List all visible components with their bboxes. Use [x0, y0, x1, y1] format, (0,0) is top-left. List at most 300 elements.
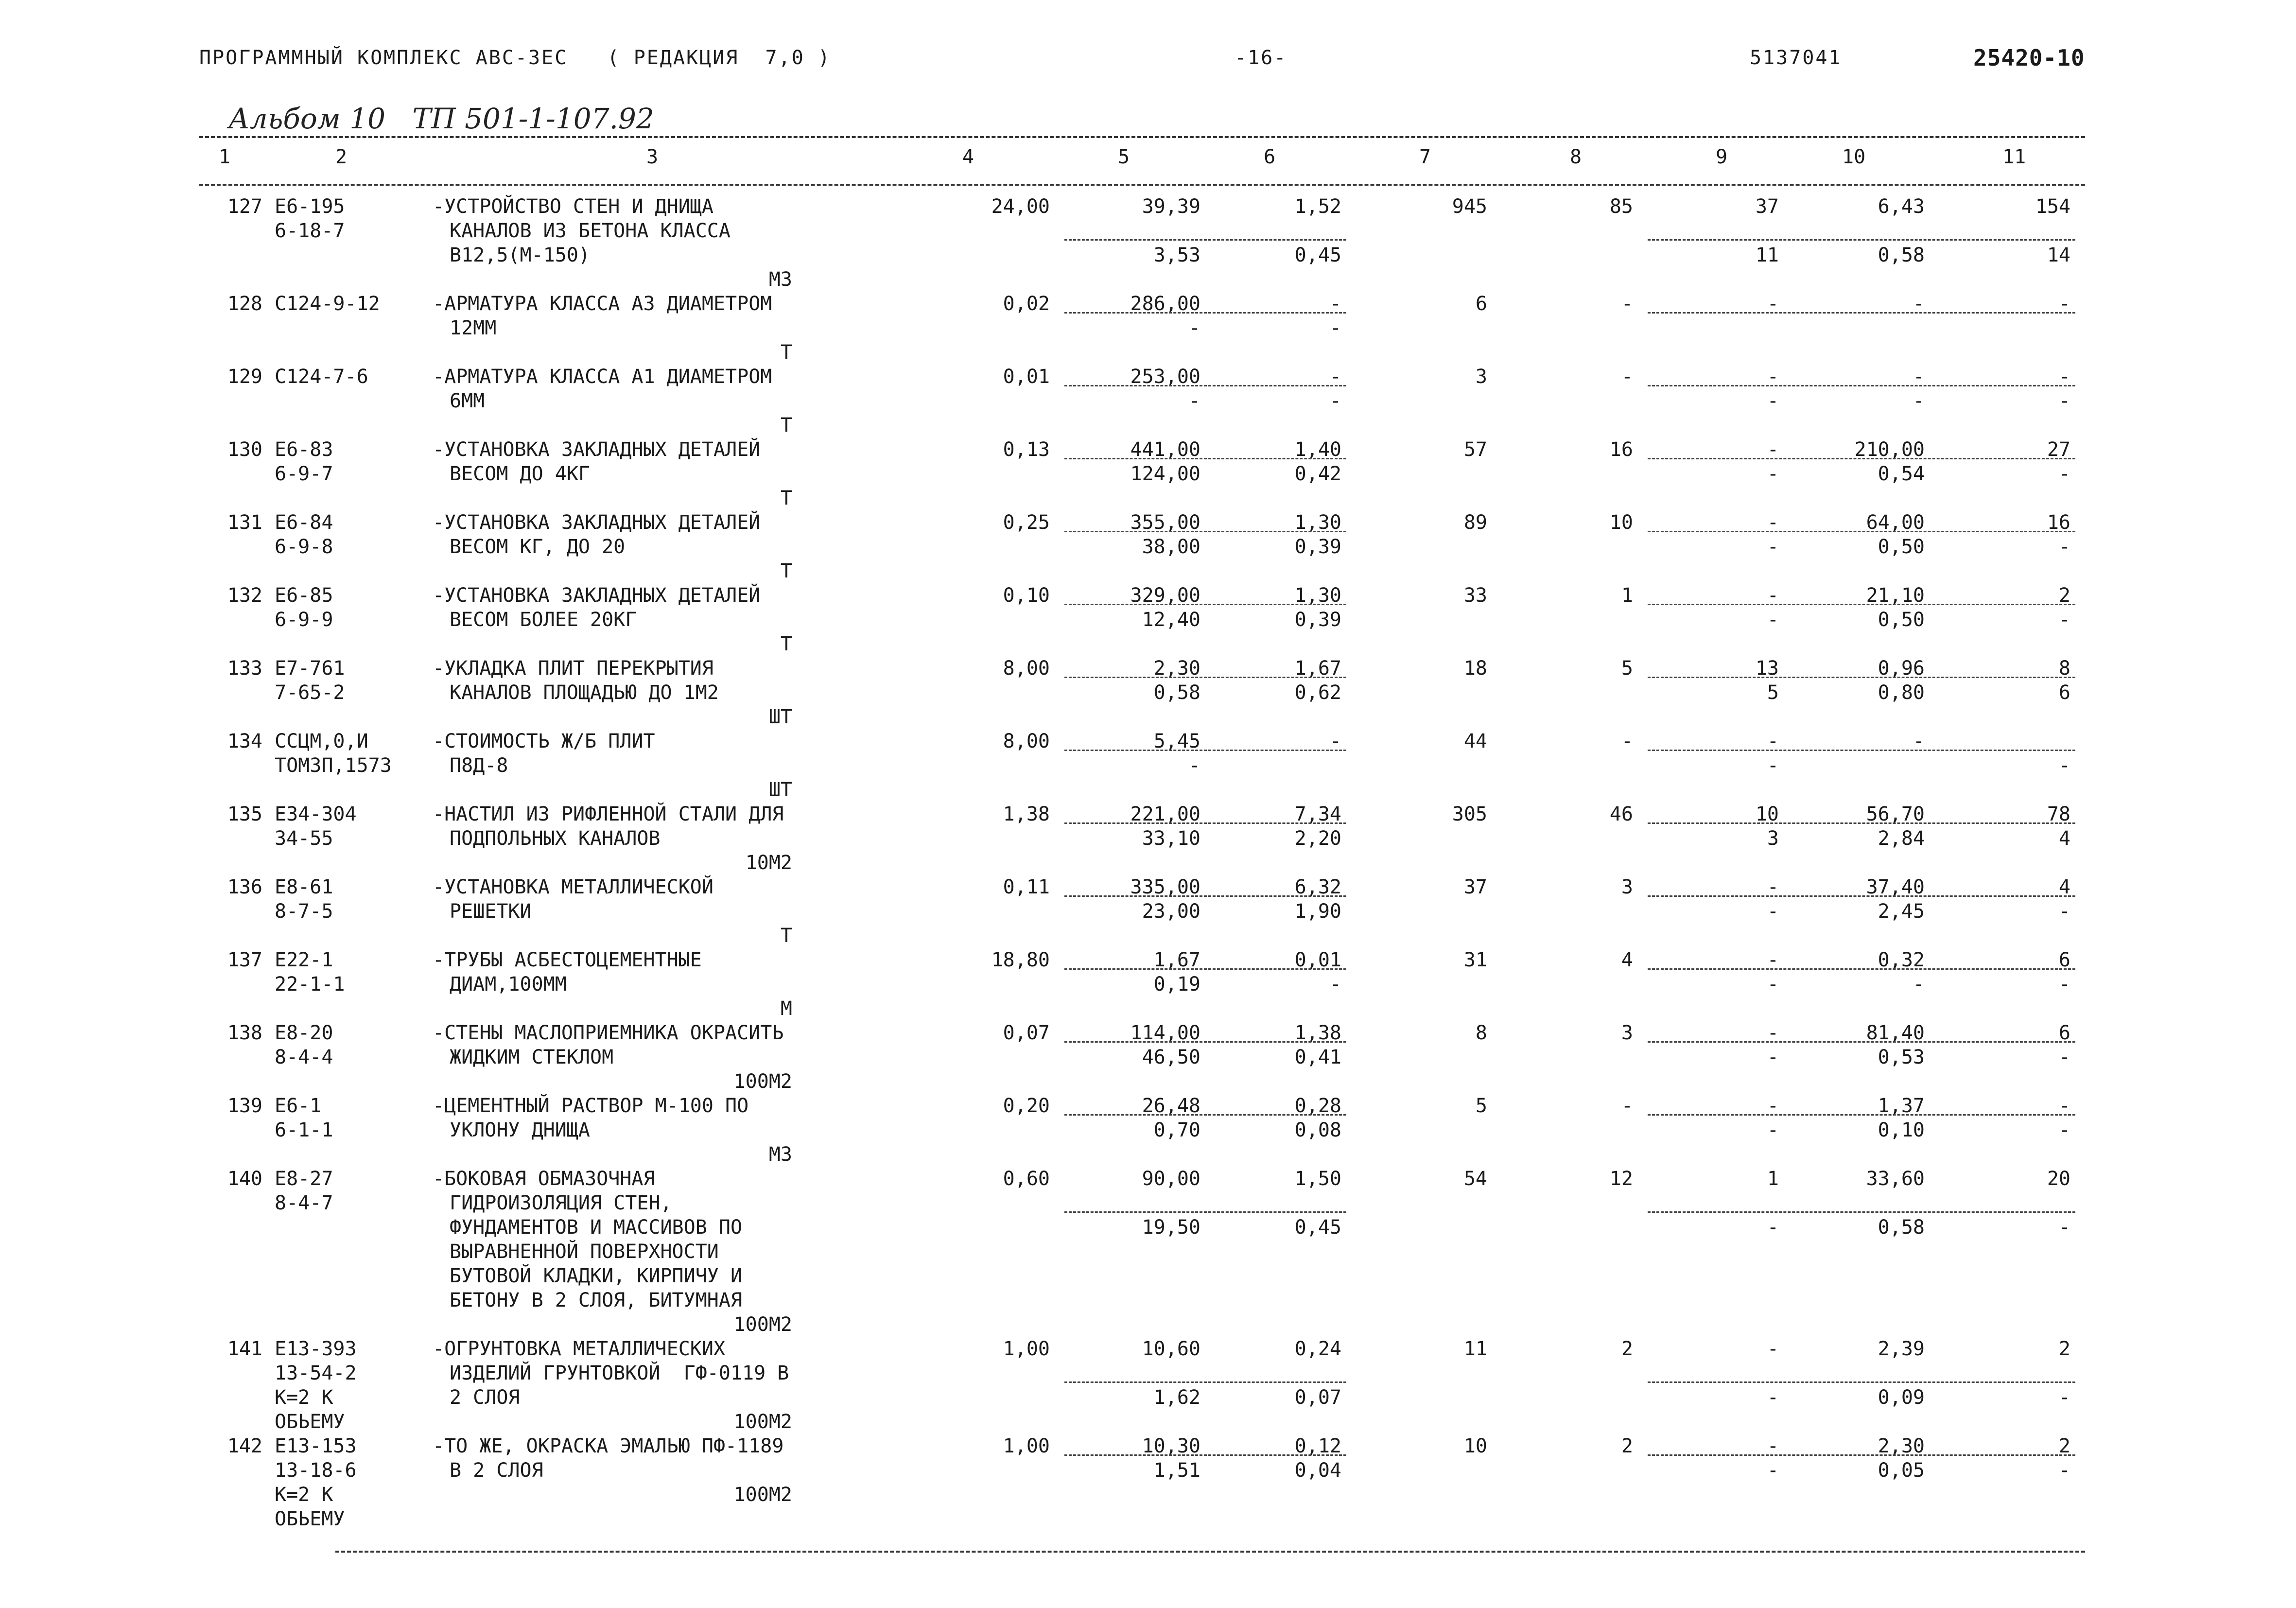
cell-col-c6a: 1,40	[1294, 438, 1341, 461]
value-separator	[1064, 750, 1346, 751]
cell-col-c7: 33	[1463, 584, 1487, 607]
cell-col-c11b: -	[2058, 390, 2070, 412]
cell-col-c10b: 2,45	[1878, 900, 1925, 923]
cell-col-c5a: 253,00	[1130, 366, 1200, 388]
cell-col-c7: 3	[1475, 366, 1487, 388]
column-number-4: 4	[962, 146, 974, 168]
cell-col-c9a: -	[1767, 1338, 1779, 1360]
cell-col-c4: 1,00	[1003, 1435, 1050, 1457]
unit-of-measure: 100М2	[733, 1313, 792, 1336]
norm-code: 6-18-7	[275, 220, 345, 242]
row-number: 127	[227, 195, 262, 218]
document-code: 5137041	[1750, 47, 1842, 69]
cell-col-c5a: 441,00	[1130, 438, 1200, 461]
cell-col-c6b: 1,90	[1294, 900, 1341, 923]
header-rule-bottom	[199, 184, 2085, 186]
cell-col-c8: -	[1621, 366, 1633, 388]
norm-code: 22-1-1	[275, 973, 345, 996]
work-description: КАНАЛОВ ИЗ БЕТОНА КЛАССА	[450, 220, 731, 242]
norm-code: 8-7-5	[275, 900, 333, 923]
norm-code: ССЦМ,0,И	[275, 730, 368, 752]
value-separator	[1648, 239, 2075, 241]
cell-col-c5b: 3,53	[1153, 244, 1200, 266]
norm-code: С124-7-6	[275, 366, 368, 388]
cell-col-c9a: -	[1767, 293, 1779, 315]
cell-col-c10b: -	[1913, 390, 1925, 412]
work-description: П8Д-8	[450, 754, 508, 777]
cell-col-c4: 0,01	[1003, 366, 1050, 388]
cell-col-c6b: 0,04	[1294, 1459, 1341, 1482]
norm-code: Е6-85	[275, 584, 333, 607]
cell-col-c11b: -	[2058, 754, 2070, 777]
row-number: 140	[227, 1168, 262, 1190]
value-separator	[1648, 677, 2075, 678]
value-separator	[1064, 677, 1346, 678]
cell-col-c9a: 10	[1755, 803, 1779, 825]
work-description: В12,5(М-150)	[450, 244, 590, 266]
value-separator	[1064, 1114, 1346, 1116]
unit-of-measure: Т	[780, 414, 792, 437]
value-separator	[1064, 1211, 1346, 1213]
column-number-6: 6	[1264, 146, 1276, 168]
cell-col-c9b: 3	[1767, 827, 1779, 850]
unit-of-measure: М3	[768, 268, 792, 291]
cell-col-c11b: -	[2058, 900, 2070, 923]
work-description: -БОКОВАЯ ОБМАЗОЧНАЯ	[433, 1168, 655, 1190]
value-separator	[1064, 895, 1346, 897]
program-header: ПРОГРАММНЫЙ КОМПЛЕКС АВС-3ЕС ( РЕДАКЦИЯ 7,0 )	[199, 47, 831, 69]
cell-col-c6b: 2,20	[1294, 827, 1341, 850]
cell-col-c6a: 0,24	[1294, 1338, 1341, 1360]
work-description: -СТОИМОСТЬ Ж/Б ПЛИТ	[433, 730, 655, 752]
cell-col-c4: 0,07	[1003, 1022, 1050, 1044]
cell-col-c9b: -	[1767, 390, 1779, 412]
work-description: ВЕСОМ БОЛЕЕ 20КГ	[450, 609, 637, 631]
cell-col-c9b: -	[1767, 973, 1779, 996]
cell-col-c8: 16	[1609, 438, 1633, 461]
work-description: УКЛОНУ ДНИЩА	[450, 1119, 590, 1141]
cell-col-c4: 0,02	[1003, 293, 1050, 315]
cell-col-c8: 4	[1621, 949, 1633, 971]
cell-col-c10b: -	[1913, 973, 1925, 996]
cell-col-c11b: 4	[2058, 827, 2070, 850]
value-separator	[1064, 458, 1346, 459]
cell-col-c5a: 39,39	[1142, 195, 1200, 218]
norm-code: Е13-153	[275, 1435, 357, 1457]
cell-col-c11a: 78	[2047, 803, 2070, 825]
value-separator	[1064, 1041, 1346, 1043]
norm-code: 6-9-8	[275, 536, 333, 558]
row-number: 137	[227, 949, 262, 971]
work-description: -УСТАНОВКА ЗАКЛАДНЫХ ДЕТАЛЕЙ	[433, 438, 761, 461]
cell-col-c10b: 0,10	[1878, 1119, 1925, 1141]
cell-col-c9b: 5	[1767, 682, 1779, 704]
value-separator	[1648, 822, 2075, 824]
cell-col-c11b: -	[2058, 1386, 2070, 1409]
cell-col-c6a: 6,32	[1294, 876, 1341, 898]
cell-col-c9a: -	[1767, 511, 1779, 534]
norm-code: Е6-195	[275, 195, 345, 218]
norm-code: 8-4-7	[275, 1192, 333, 1214]
cell-col-c6a: 1,30	[1294, 584, 1341, 607]
cell-col-c5a: 10,60	[1142, 1338, 1200, 1360]
cell-col-c7: 89	[1463, 511, 1487, 534]
norm-code: К=2 К	[275, 1386, 333, 1409]
cell-col-c5b: 19,50	[1142, 1216, 1200, 1239]
cell-col-c6a: 0,12	[1294, 1435, 1341, 1457]
cell-col-c9b: -	[1767, 900, 1779, 923]
row-number: 132	[227, 584, 262, 607]
work-description: -ТРУБЫ АСБЕСТОЦЕМЕНТНЫЕ	[433, 949, 702, 971]
unit-of-measure: 100М2	[733, 1411, 792, 1433]
work-description: -УСТАНОВКА МЕТАЛЛИЧЕСКОЙ	[433, 876, 713, 898]
cell-col-c8: -	[1621, 730, 1633, 752]
work-description: ИЗДЕЛИЙ ГРУНТОВКОЙ ГФ-0119 В	[450, 1362, 789, 1384]
work-description: ГИДРОИЗОЛЯЦИЯ СТЕН,	[450, 1192, 672, 1214]
cell-col-c11a: 16	[2047, 511, 2070, 534]
row-number: 139	[227, 1095, 262, 1117]
norm-code: Е8-61	[275, 876, 333, 898]
norm-code: 34-55	[275, 827, 333, 850]
work-description: ПОДПОЛЬНЫХ КАНАЛОВ	[450, 827, 661, 850]
work-description: 2 СЛОЯ	[450, 1386, 520, 1409]
cell-col-c5a: 335,00	[1130, 876, 1200, 898]
norm-code: ОБЬЕМУ	[275, 1411, 345, 1433]
cell-col-c5b: 46,50	[1142, 1046, 1200, 1068]
cell-col-c5b: 38,00	[1142, 536, 1200, 558]
cell-col-c11a: 2	[2058, 1435, 2070, 1457]
column-number-10: 10	[1842, 146, 1866, 168]
cell-col-c5a: 5,45	[1153, 730, 1200, 752]
cell-col-c6b: 0,62	[1294, 682, 1341, 704]
cell-col-c10a: 0,32	[1878, 949, 1925, 971]
norm-code: Е7-761	[275, 657, 345, 680]
table-bottom-rule	[335, 1551, 2085, 1553]
row-number: 141	[227, 1338, 262, 1360]
norm-code: К=2 К	[275, 1484, 333, 1506]
cell-col-c10a: 0,96	[1878, 657, 1925, 680]
norm-code: 13-18-6	[275, 1459, 357, 1482]
cell-col-c10b: 0,80	[1878, 682, 1925, 704]
work-description: -АРМАТУРА КЛАССА А3 ДИАМЕТРОМ	[433, 293, 772, 315]
work-description: -ЦЕМЕНТНЫЙ РАСТВОР М-100 ПО	[433, 1095, 749, 1117]
cell-col-c5b: -	[1188, 390, 1200, 412]
cell-col-c7: 10	[1463, 1435, 1487, 1457]
cell-col-c5b: 0,19	[1153, 973, 1200, 996]
cell-col-c7: 54	[1463, 1168, 1487, 1190]
cell-col-c8: 2	[1621, 1435, 1633, 1457]
cell-col-c8: 10	[1609, 511, 1633, 534]
cell-col-c10a: -	[1913, 366, 1925, 388]
cell-col-c9b: 11	[1755, 244, 1779, 266]
value-separator	[1648, 385, 2075, 386]
cell-col-c5a: 1,67	[1153, 949, 1200, 971]
row-number: 131	[227, 511, 262, 534]
unit-of-measure: 10М2	[745, 852, 792, 874]
value-separator	[1064, 1381, 1346, 1383]
value-separator	[1648, 895, 2075, 897]
work-description: 12ММ	[450, 317, 497, 339]
cell-col-c11a: 8	[2058, 657, 2070, 680]
work-description: -СТЕНЫ МАСЛОПРИЕМНИКА ОКРАСИТЬ	[433, 1022, 784, 1044]
work-description: ВЕСОМ ДО 4КГ	[450, 463, 590, 485]
cell-col-c4: 0,10	[1003, 584, 1050, 607]
cell-col-c11b: -	[2058, 973, 2070, 996]
cell-col-c10b: 0,50	[1878, 609, 1925, 631]
cell-col-c10a: 64,00	[1866, 511, 1925, 534]
cell-col-c5a: 221,00	[1130, 803, 1200, 825]
album-note: Альбом 10 ТП 501-1-107.92	[228, 102, 654, 135]
work-description: БЕТОНУ В 2 СЛОЯ, БИТУМНАЯ	[450, 1289, 743, 1311]
cell-col-c7: 305	[1452, 803, 1487, 825]
column-number-5: 5	[1118, 146, 1130, 168]
unit-of-measure: М	[780, 997, 792, 1020]
norm-code: Е34-304	[275, 803, 357, 825]
norm-code: Е6-84	[275, 511, 333, 534]
work-description: -ТО ЖЕ, ОКРАСКА ЭМАЛЬЮ ПФ-1189	[433, 1435, 784, 1457]
work-description: -НАСТИЛ ИЗ РИФЛЕННОЙ СТАЛИ ДЛЯ	[433, 803, 784, 825]
cell-col-c6a: 0,28	[1294, 1095, 1341, 1117]
page-number: -16-	[1235, 47, 1287, 69]
cell-col-c8: 3	[1621, 876, 1633, 898]
cell-col-c10b: 0,53	[1878, 1046, 1925, 1068]
cell-col-c5b: 0,70	[1153, 1119, 1200, 1141]
cell-col-c7: 37	[1463, 876, 1487, 898]
cell-col-c11b: -	[2058, 1459, 2070, 1482]
cell-col-c4: 8,00	[1003, 657, 1050, 680]
cell-col-c9a: 13	[1755, 657, 1779, 680]
cell-col-c4: 1,00	[1003, 1338, 1050, 1360]
unit-of-measure: Т	[780, 560, 792, 582]
cell-col-c11a: -	[2058, 293, 2070, 315]
work-description: -УКЛАДКА ПЛИТ ПЕРЕКРЫТИЯ	[433, 657, 713, 680]
value-separator	[1648, 1381, 2075, 1383]
column-number-9: 9	[1716, 146, 1728, 168]
value-separator	[1064, 604, 1346, 605]
norm-code: Е22-1	[275, 949, 333, 971]
value-separator	[1064, 822, 1346, 824]
cell-col-c6a: 1,67	[1294, 657, 1341, 680]
cell-col-c7: 31	[1463, 949, 1487, 971]
cell-col-c8: 2	[1621, 1338, 1633, 1360]
cell-col-c9b: -	[1767, 463, 1779, 485]
cell-col-c11a: -	[2058, 366, 2070, 388]
cell-col-c4: 18,80	[991, 949, 1050, 971]
cell-col-c8: 5	[1621, 657, 1633, 680]
cell-col-c10b: 0,58	[1878, 244, 1925, 266]
norm-code: Е6-1	[275, 1095, 322, 1117]
cell-col-c11b: -	[2058, 463, 2070, 485]
value-separator	[1648, 1454, 2075, 1456]
norm-code: Е8-20	[275, 1022, 333, 1044]
column-number-3: 3	[646, 146, 659, 168]
cell-col-c6b: 0,42	[1294, 463, 1341, 485]
cell-col-c9a: -	[1767, 1095, 1779, 1117]
cell-col-c4: 24,00	[991, 195, 1050, 218]
cell-col-c6b: -	[1329, 317, 1341, 339]
work-description: БУТОВОЙ КЛАДКИ, КИРПИЧУ И	[450, 1265, 743, 1287]
norm-code: 6-9-9	[275, 609, 333, 631]
cell-col-c11a: 6	[2058, 949, 2070, 971]
cell-col-c6b: 0,45	[1294, 244, 1341, 266]
value-separator	[1064, 531, 1346, 532]
cell-col-c9a: -	[1767, 366, 1779, 388]
cell-col-c6a: -	[1329, 366, 1341, 388]
cell-col-c10a: 21,10	[1866, 584, 1925, 607]
cell-col-c5b: -	[1188, 317, 1200, 339]
work-description: -ОГРУНТОВКА МЕТАЛЛИЧЕСКИХ	[433, 1338, 726, 1360]
cell-col-c8: -	[1621, 1095, 1633, 1117]
cell-col-c5b: 12,40	[1142, 609, 1200, 631]
cell-col-c9a: -	[1767, 949, 1779, 971]
cell-col-c9a: 1	[1767, 1168, 1779, 1190]
work-description: -УСТРОЙСТВО СТЕН И ДНИЩА	[433, 195, 713, 218]
unit-of-measure: ШТ	[768, 706, 792, 728]
cell-col-c10b: 2,84	[1878, 827, 1925, 850]
cell-col-c7: 18	[1463, 657, 1487, 680]
cell-col-c11a: -	[2058, 1095, 2070, 1117]
cell-col-c9b: -	[1767, 1386, 1779, 1409]
cell-col-c5a: 10,30	[1142, 1435, 1200, 1457]
cell-col-c5b: 23,00	[1142, 900, 1200, 923]
cell-col-c6a: -	[1329, 293, 1341, 315]
cell-col-c9b: -	[1767, 1216, 1779, 1239]
value-separator	[1648, 1114, 2075, 1116]
norm-code: ТОМ3П,1573	[275, 754, 392, 777]
work-description: -УСТАНОВКА ЗАКЛАДНЫХ ДЕТАЛЕЙ	[433, 584, 761, 607]
cell-col-c4: 1,38	[1003, 803, 1050, 825]
cell-col-c5a: 286,00	[1130, 293, 1200, 315]
value-separator	[1648, 531, 2075, 532]
cell-col-c6b: -	[1329, 390, 1341, 412]
cell-col-c8: -	[1621, 293, 1633, 315]
cell-col-c7: 44	[1463, 730, 1487, 752]
cell-col-c6b: 0,39	[1294, 536, 1341, 558]
work-description: -УСТАНОВКА ЗАКЛАДНЫХ ДЕТАЛЕЙ	[433, 511, 761, 534]
work-description: ДИАМ,100ММ	[450, 973, 567, 996]
value-separator	[1648, 968, 2075, 970]
cell-col-c6b: -	[1329, 973, 1341, 996]
cell-col-c11a: 2	[2058, 1338, 2070, 1360]
cell-col-c9b: -	[1767, 609, 1779, 631]
work-description: КАНАЛОВ ПЛОЩАДЬЮ ДО 1М2	[450, 682, 719, 704]
cell-col-c10a: 1,37	[1878, 1095, 1925, 1117]
cell-col-c11a: 154	[2035, 195, 2070, 218]
cell-col-c8: 12	[1609, 1168, 1633, 1190]
cell-col-c10a: 2,39	[1878, 1338, 1925, 1360]
cell-col-c6a: 7,34	[1294, 803, 1341, 825]
cell-col-c9b: -	[1767, 1046, 1779, 1068]
value-separator	[1648, 312, 2075, 314]
row-number: 129	[227, 366, 262, 388]
cell-col-c5b: 33,10	[1142, 827, 1200, 850]
cell-col-c9a: 37	[1755, 195, 1779, 218]
cell-col-c11b: -	[2058, 536, 2070, 558]
cell-col-c11b: -	[2058, 609, 2070, 631]
cell-col-c6b: 0,07	[1294, 1386, 1341, 1409]
cell-col-c10b: 0,09	[1878, 1386, 1925, 1409]
cell-col-c10a: 210,00	[1854, 438, 1925, 461]
cell-col-c5b: 1,62	[1153, 1386, 1200, 1409]
cell-col-c9a: -	[1767, 584, 1779, 607]
value-separator	[1648, 458, 2075, 459]
column-number-1: 1	[219, 146, 231, 168]
cell-col-c6a: 1,30	[1294, 511, 1341, 534]
cell-col-c10a: 6,43	[1878, 195, 1925, 218]
column-number-2: 2	[335, 146, 348, 168]
value-separator	[1064, 1454, 1346, 1456]
cell-col-c5a: 329,00	[1130, 584, 1200, 607]
unit-of-measure: Т	[780, 487, 792, 509]
cell-col-c11a: 2	[2058, 584, 2070, 607]
row-number: 133	[227, 657, 262, 680]
cell-col-c10a: 37,40	[1866, 876, 1925, 898]
norm-code: 8-4-4	[275, 1046, 333, 1068]
cell-col-c4: 0,25	[1003, 511, 1050, 534]
cell-col-c9a: -	[1767, 1022, 1779, 1044]
value-separator	[1648, 1211, 2075, 1213]
cell-col-c10a: 81,40	[1866, 1022, 1925, 1044]
cell-col-c5b: -	[1188, 754, 1200, 777]
column-number-11: 11	[2002, 146, 2026, 168]
cell-col-c4: 0,60	[1003, 1168, 1050, 1190]
header-rule-top	[199, 136, 2085, 138]
cell-col-c5a: 355,00	[1130, 511, 1200, 534]
cell-col-c11a: 4	[2058, 876, 2070, 898]
cell-col-c11b: -	[2058, 1119, 2070, 1141]
cell-col-c4: 0,13	[1003, 438, 1050, 461]
cell-col-c4: 0,11	[1003, 876, 1050, 898]
cell-col-c9a: -	[1767, 876, 1779, 898]
column-number-7: 7	[1419, 146, 1431, 168]
cell-col-c5a: 2,30	[1153, 657, 1200, 680]
cell-col-c5b: 0,58	[1153, 682, 1200, 704]
cell-col-c7: 8	[1475, 1022, 1487, 1044]
value-separator	[1064, 239, 1346, 241]
cell-col-c8: 3	[1621, 1022, 1633, 1044]
work-description: В 2 СЛОЯ	[450, 1459, 543, 1482]
cell-col-c9a: -	[1767, 1435, 1779, 1457]
work-description: 6ММ	[450, 390, 485, 412]
work-description: РЕШЕТКИ	[450, 900, 532, 923]
cell-col-c10a: -	[1913, 293, 1925, 315]
norm-code: С124-9-12	[275, 293, 380, 315]
cell-col-c10a: -	[1913, 730, 1925, 752]
cell-col-c7: 5	[1475, 1095, 1487, 1117]
norm-code: Е8-27	[275, 1168, 333, 1190]
work-description: ЖИДКИМ СТЕКЛОМ	[450, 1046, 614, 1068]
work-description: ВЫРАВНЕННОЙ ПОВЕРХНОСТИ	[450, 1241, 719, 1263]
cell-col-c5b: 1,51	[1153, 1459, 1200, 1482]
cell-col-c5b: 124,00	[1130, 463, 1200, 485]
unit-of-measure: Т	[780, 341, 792, 364]
unit-of-measure: 100М2	[733, 1070, 792, 1093]
cell-col-c6a: 1,50	[1294, 1168, 1341, 1190]
column-number-8: 8	[1570, 146, 1582, 168]
cell-col-c7: 945	[1452, 195, 1487, 218]
work-description: ФУНДАМЕНТОВ И МАССИВОВ ПО	[450, 1216, 743, 1239]
norm-code: 13-54-2	[275, 1362, 357, 1384]
norm-code: 7-65-2	[275, 682, 345, 704]
cell-col-c6a: -	[1329, 730, 1341, 752]
cell-col-c10a: 56,70	[1866, 803, 1925, 825]
cell-col-c11b: 6	[2058, 682, 2070, 704]
cell-col-c11a: 20	[2047, 1168, 2070, 1190]
cell-col-c6b: 0,41	[1294, 1046, 1341, 1068]
cell-col-c11b: -	[2058, 1046, 2070, 1068]
cell-col-c10b: 0,05	[1878, 1459, 1925, 1482]
unit-of-measure: М3	[768, 1143, 792, 1166]
